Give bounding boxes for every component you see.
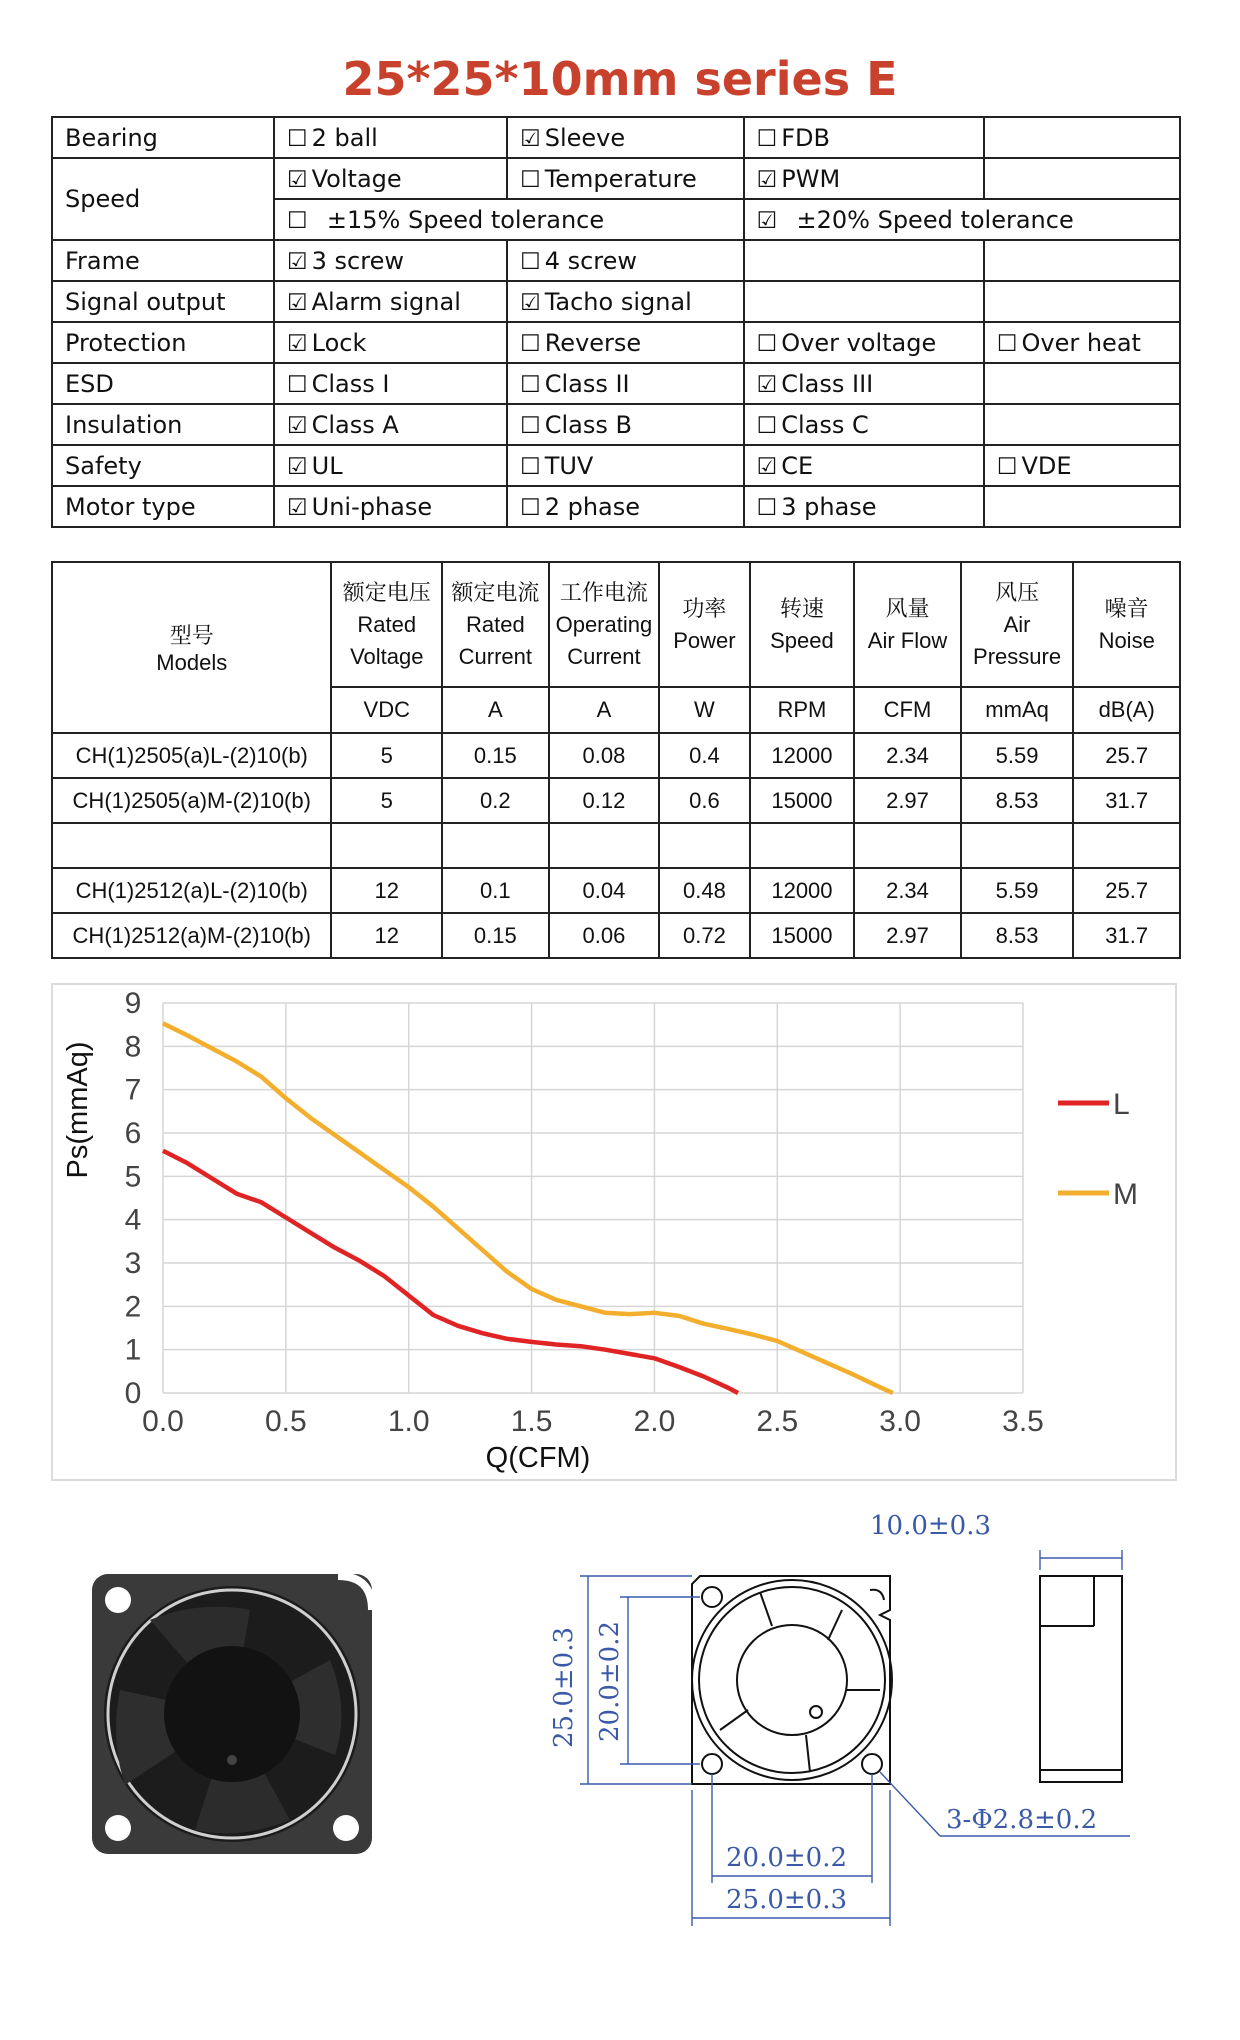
spec-option-label: Tacho signal bbox=[544, 287, 692, 316]
column-header-zh: 功率 bbox=[682, 595, 727, 621]
spec-option-label: Lock bbox=[311, 328, 367, 357]
dim-width-inner-label: 20.0±0.2 bbox=[726, 1843, 848, 1873]
front-hub-dot bbox=[810, 1706, 822, 1718]
value-cell: 2.97 bbox=[854, 913, 961, 958]
screw-hole-bl bbox=[105, 1815, 131, 1841]
front-hub bbox=[737, 1625, 847, 1735]
spec-cell bbox=[984, 445, 1180, 486]
spec-cell bbox=[744, 240, 984, 281]
value-cell: 0.2 bbox=[442, 778, 549, 823]
value-cell bbox=[961, 823, 1074, 868]
spec-option-label: 2 phase bbox=[544, 492, 641, 521]
spec-row bbox=[52, 240, 1180, 281]
value-cell: 2.34 bbox=[854, 733, 961, 778]
spec-cell bbox=[744, 486, 984, 527]
checkbox-checked-icon: ☑ bbox=[287, 330, 308, 357]
column-header-en: Noise bbox=[1098, 627, 1155, 653]
spec-row bbox=[52, 281, 1180, 322]
column-header-zh: 噪音 bbox=[1104, 595, 1149, 621]
spec-cell bbox=[274, 486, 507, 527]
checkbox-checked-icon: ☑ bbox=[287, 453, 308, 480]
model-name-cell: CH(1)2512(a)M-(2)10(b) bbox=[52, 913, 331, 958]
side-body bbox=[1040, 1576, 1122, 1782]
spec-cell bbox=[274, 199, 744, 240]
value-cell: 15000 bbox=[750, 913, 855, 958]
checkbox-checked-icon: ☑ bbox=[520, 289, 541, 316]
y-tick-label: 4 bbox=[124, 1203, 142, 1237]
screw-hole-tl bbox=[105, 1587, 131, 1613]
column-unit: dB(A) bbox=[1073, 687, 1180, 733]
value-cell bbox=[442, 823, 549, 868]
value-cell: 0.6 bbox=[659, 778, 749, 823]
spec-table bbox=[51, 116, 1181, 528]
spec-cell bbox=[984, 158, 1180, 199]
column-header-zh: 风压 bbox=[995, 579, 1040, 605]
value-cell: 0.12 bbox=[549, 778, 660, 823]
value-cell bbox=[750, 823, 855, 868]
page-title: 25*25*10mm series E bbox=[342, 52, 898, 106]
vane-1 bbox=[760, 1592, 772, 1626]
spec-option-label: Over heat bbox=[1021, 328, 1141, 357]
spec-label: Protection bbox=[52, 322, 274, 363]
x-axis-label: Q(CFM) bbox=[485, 1442, 591, 1474]
value-cell: 0.15 bbox=[442, 913, 549, 958]
value-cell: 12 bbox=[331, 868, 442, 913]
spec-label: Bearing bbox=[52, 117, 274, 158]
spec-option-label: Class C bbox=[781, 410, 869, 439]
front-fan-opening bbox=[692, 1580, 892, 1780]
value-cell: 8.53 bbox=[961, 778, 1074, 823]
column-header bbox=[854, 562, 961, 687]
spec-cell bbox=[507, 363, 744, 404]
legend-label-L: L bbox=[1113, 1088, 1130, 1121]
spec-option-label: Alarm signal bbox=[311, 287, 461, 316]
value-cell: 15000 bbox=[750, 778, 855, 823]
hole-br bbox=[862, 1754, 882, 1774]
spec-label: Frame bbox=[52, 240, 274, 281]
checkbox-empty-icon: ☐ bbox=[520, 248, 541, 275]
spec-cell bbox=[984, 322, 1180, 363]
column-header-zh: 工作电流 bbox=[559, 579, 648, 605]
column-header bbox=[750, 562, 855, 687]
spec-cell bbox=[984, 486, 1180, 527]
spec-cell bbox=[744, 281, 984, 322]
spec-row bbox=[52, 445, 1180, 486]
checkbox-checked-icon: ☑ bbox=[520, 125, 541, 152]
value-cell: 2.34 bbox=[854, 868, 961, 913]
spec-cell bbox=[984, 117, 1180, 158]
column-header-en: Speed bbox=[770, 627, 834, 653]
value-cell: 25.7 bbox=[1073, 733, 1180, 778]
model-name-cell: CH(1)2512(a)L-(2)10(b) bbox=[52, 868, 331, 913]
spec-label: Speed bbox=[52, 158, 274, 240]
column-header bbox=[1073, 562, 1180, 687]
spec-option-label: Voltage bbox=[311, 164, 402, 193]
checkbox-empty-icon: ☐ bbox=[520, 166, 541, 193]
table-row bbox=[52, 913, 1180, 958]
spec-option-label: FDB bbox=[781, 123, 830, 152]
hub-dot bbox=[227, 1755, 237, 1765]
y-tick-label: 5 bbox=[124, 1160, 142, 1194]
y-tick-label: 2 bbox=[124, 1290, 142, 1324]
spec-option-label: 3 phase bbox=[781, 492, 877, 521]
column-header-en: Current bbox=[567, 643, 641, 669]
checkbox-empty-icon: ☐ bbox=[520, 453, 541, 480]
model-name-cell: CH(1)2505(a)M-(2)10(b) bbox=[52, 778, 331, 823]
value-cell bbox=[331, 823, 442, 868]
fan-drawings bbox=[0, 1500, 1240, 1960]
value-cell: 5 bbox=[331, 778, 442, 823]
column-header bbox=[331, 562, 442, 687]
checkbox-checked-icon: ☑ bbox=[287, 289, 308, 316]
checkbox-empty-icon: ☐ bbox=[756, 412, 778, 439]
x-tick-label: 3.0 bbox=[879, 1405, 922, 1438]
checkbox-empty-icon: ☐ bbox=[756, 330, 778, 357]
y-tick-label: 9 bbox=[124, 987, 142, 1020]
spec-option-label: PWM bbox=[781, 164, 841, 193]
y-tick-label: 3 bbox=[124, 1247, 142, 1280]
column-header bbox=[549, 562, 660, 687]
y-tick-label: 7 bbox=[124, 1073, 142, 1107]
spec-option-label: 2 ball bbox=[311, 123, 378, 152]
vane-4 bbox=[806, 1735, 810, 1772]
chart-svg bbox=[53, 985, 1175, 1479]
spec-option-label: Class III bbox=[781, 369, 874, 398]
dim-height-outer-label: 25.0±0.3 bbox=[549, 1626, 579, 1748]
column-header-en: Operating bbox=[555, 611, 653, 637]
value-cell: 0.08 bbox=[549, 733, 660, 778]
dim-holes-leader bbox=[880, 1772, 940, 1836]
column-header-en: Pressure bbox=[973, 643, 1062, 669]
column-header bbox=[961, 562, 1074, 687]
value-cell: 25.7 bbox=[1073, 868, 1180, 913]
spec-option-label: CE bbox=[781, 451, 814, 480]
value-cell bbox=[854, 823, 961, 868]
dim-holes-label: 3-Φ2.8±0.2 bbox=[946, 1805, 1098, 1835]
checkbox-empty-icon: ☐ bbox=[996, 453, 1018, 480]
spec-option-label: Class B bbox=[544, 410, 632, 439]
screw-hole-br bbox=[333, 1815, 359, 1841]
front-fan-inner bbox=[699, 1587, 885, 1773]
spec-row bbox=[52, 363, 1180, 404]
spec-cell bbox=[507, 322, 744, 363]
dimension-lines bbox=[580, 1550, 1130, 1926]
spec-cell bbox=[507, 281, 744, 322]
spec-option-label: Class I bbox=[311, 369, 390, 398]
column-unit: RPM bbox=[750, 687, 855, 733]
checkbox-checked-icon: ☑ bbox=[756, 166, 778, 193]
x-tick-label: 2.0 bbox=[633, 1405, 676, 1438]
dimension-labels bbox=[549, 1511, 1097, 1915]
hole-bl bbox=[702, 1754, 722, 1774]
checkbox-empty-icon: ☐ bbox=[287, 371, 308, 398]
value-cell: 0.48 bbox=[659, 868, 749, 913]
column-header-en: Voltage bbox=[350, 643, 424, 669]
dim-width-outer-label: 25.0±0.3 bbox=[726, 1885, 848, 1915]
spec-cell bbox=[744, 404, 984, 445]
spec-label: Insulation bbox=[52, 404, 274, 445]
value-cell: 12000 bbox=[750, 868, 855, 913]
model-name-cell bbox=[52, 823, 331, 868]
value-cell: 5 bbox=[331, 733, 442, 778]
spec-row bbox=[52, 322, 1180, 363]
value-cell bbox=[549, 823, 660, 868]
spec-option-label: ±20% Speed tolerance bbox=[796, 205, 1074, 234]
y-tick-label: 6 bbox=[124, 1117, 142, 1150]
spec-cell bbox=[274, 240, 507, 281]
spec-label: Signal output bbox=[52, 281, 274, 322]
value-cell: 0.06 bbox=[549, 913, 660, 958]
models-header-en: Models bbox=[156, 650, 228, 675]
spec-option-label: Uni-phase bbox=[311, 492, 433, 521]
spec-cell bbox=[274, 117, 507, 158]
spec-cell bbox=[744, 199, 1180, 240]
table-row bbox=[52, 823, 1180, 868]
column-header bbox=[659, 562, 749, 687]
models-header-cell bbox=[52, 562, 331, 733]
spec-option-label: Temperature bbox=[544, 164, 697, 193]
spec-row bbox=[52, 486, 1180, 527]
value-cell: 0.72 bbox=[659, 913, 749, 958]
drawings-svg bbox=[0, 1500, 1240, 1960]
spec-cell bbox=[274, 322, 507, 363]
spec-cell bbox=[274, 281, 507, 322]
models-table bbox=[51, 561, 1181, 959]
value-cell: 5.59 bbox=[961, 733, 1074, 778]
spec-label: Safety bbox=[52, 445, 274, 486]
x-tick-label: 0.0 bbox=[142, 1405, 184, 1438]
column-header-zh: 转速 bbox=[779, 595, 824, 621]
spec-cell bbox=[984, 281, 1180, 322]
dim-height-inner-label: 20.0±0.2 bbox=[595, 1620, 625, 1742]
side-view-drawing bbox=[1040, 1576, 1122, 1782]
spec-option-label: Class II bbox=[544, 369, 630, 398]
value-cell: 0.15 bbox=[442, 733, 549, 778]
value-cell: 12000 bbox=[750, 733, 855, 778]
value-cell bbox=[1073, 823, 1180, 868]
column-header-en: Current bbox=[458, 643, 533, 669]
spec-option-label: Reverse bbox=[544, 328, 642, 357]
checkbox-empty-icon: ☐ bbox=[520, 371, 541, 398]
series-line-L bbox=[163, 1151, 738, 1393]
column-header-zh: 风量 bbox=[885, 595, 930, 621]
table-row bbox=[52, 778, 1180, 823]
spec-option-label: Sleeve bbox=[544, 123, 626, 152]
spec-option-label: UL bbox=[311, 451, 343, 480]
spec-cell bbox=[984, 240, 1180, 281]
table-row bbox=[52, 733, 1180, 778]
value-cell: 8.53 bbox=[961, 913, 1074, 958]
spec-label: Motor type bbox=[52, 486, 274, 527]
column-header-en: Air Flow bbox=[867, 627, 948, 653]
spec-option-label: 4 screw bbox=[544, 246, 638, 275]
checkbox-empty-icon: ☐ bbox=[756, 125, 778, 152]
spec-cell bbox=[274, 363, 507, 404]
column-header-zh: 额定电压 bbox=[342, 579, 431, 605]
column-unit: A bbox=[442, 687, 549, 733]
y-axis-label: Ps(mmAq) bbox=[62, 1041, 94, 1179]
value-cell: 12 bbox=[331, 913, 442, 958]
value-cell: 31.7 bbox=[1073, 778, 1180, 823]
checkbox-empty-icon: ☐ bbox=[996, 330, 1018, 357]
checkbox-checked-icon: ☑ bbox=[287, 412, 308, 439]
spec-cell bbox=[274, 445, 507, 486]
spec-option-label: Class A bbox=[311, 410, 399, 439]
spec-cell bbox=[507, 158, 744, 199]
column-header bbox=[442, 562, 549, 687]
spec-option-label: 3 screw bbox=[311, 246, 404, 275]
spec-cell bbox=[507, 486, 744, 527]
y-tick-label: 1 bbox=[124, 1333, 142, 1367]
spec-cell bbox=[984, 363, 1180, 404]
y-tick-label: 0 bbox=[124, 1377, 142, 1410]
checkbox-empty-icon: ☐ bbox=[287, 207, 308, 234]
models-header-zh: 型号 bbox=[169, 623, 214, 648]
spec-cell bbox=[744, 158, 984, 199]
value-cell: 0.4 bbox=[659, 733, 749, 778]
column-header-en: Rated bbox=[465, 611, 525, 637]
value-cell: 0.04 bbox=[549, 868, 660, 913]
vane-5 bbox=[720, 1710, 748, 1730]
checkbox-checked-icon: ☑ bbox=[287, 166, 308, 193]
y-tick-label: 8 bbox=[124, 1030, 142, 1064]
spec-cell bbox=[744, 322, 984, 363]
spec-row bbox=[52, 404, 1180, 445]
hole-tl bbox=[702, 1587, 722, 1607]
model-name-cell: CH(1)2505(a)L-(2)10(b) bbox=[52, 733, 331, 778]
value-cell: 31.7 bbox=[1073, 913, 1180, 958]
checkbox-empty-icon: ☐ bbox=[287, 125, 308, 152]
front-view-drawing bbox=[692, 1576, 892, 1784]
column-header-en: Power bbox=[673, 627, 736, 653]
checkbox-empty-icon: ☐ bbox=[520, 412, 541, 439]
spec-row bbox=[52, 158, 1180, 199]
spec-option-label: Over voltage bbox=[781, 328, 937, 357]
column-header-zh: 额定电流 bbox=[451, 579, 540, 605]
spec-row bbox=[52, 117, 1180, 158]
table-row bbox=[52, 868, 1180, 913]
checkbox-checked-icon: ☑ bbox=[287, 494, 308, 521]
x-tick-label: 0.5 bbox=[264, 1405, 307, 1438]
spec-cell bbox=[744, 445, 984, 486]
checkbox-checked-icon: ☑ bbox=[756, 207, 778, 234]
checkbox-checked-icon: ☑ bbox=[756, 453, 778, 480]
column-header-en: Rated bbox=[357, 611, 417, 637]
x-tick-label: 2.5 bbox=[756, 1405, 799, 1438]
spec-cell bbox=[274, 404, 507, 445]
dim-thickness-label: 10.0±0.3 bbox=[870, 1511, 992, 1541]
x-tick-label: 1.5 bbox=[510, 1405, 553, 1438]
x-tick-label: 3.5 bbox=[1002, 1405, 1044, 1438]
column-header-en: Air bbox=[1003, 611, 1031, 637]
column-unit: W bbox=[659, 687, 749, 733]
column-unit: VDC bbox=[331, 687, 442, 733]
fan-photo bbox=[92, 1574, 372, 1854]
value-cell: 2.97 bbox=[854, 778, 961, 823]
value-cell: 0.1 bbox=[442, 868, 549, 913]
legend-label-M: M bbox=[1113, 1178, 1138, 1211]
value-cell bbox=[659, 823, 749, 868]
spec-cell bbox=[744, 117, 984, 158]
spec-cell bbox=[507, 240, 744, 281]
column-unit: CFM bbox=[854, 687, 961, 733]
checkbox-empty-icon: ☐ bbox=[520, 330, 541, 357]
checkbox-empty-icon: ☐ bbox=[520, 494, 541, 521]
checkbox-checked-icon: ☑ bbox=[287, 248, 308, 275]
x-tick-label: 1.0 bbox=[387, 1405, 430, 1438]
spec-label: ESD bbox=[52, 363, 274, 404]
vane-2 bbox=[828, 1610, 842, 1640]
pq-curve-chart bbox=[51, 983, 1177, 1481]
spec-cell bbox=[274, 158, 507, 199]
spec-option-label: VDE bbox=[1021, 451, 1072, 480]
spec-option-label: TUV bbox=[544, 451, 594, 480]
checkbox-empty-icon: ☐ bbox=[756, 494, 778, 521]
spec-option-label: ±15% Speed tolerance bbox=[326, 205, 605, 234]
spec-cell bbox=[507, 404, 744, 445]
spec-cell bbox=[984, 404, 1180, 445]
spec-cell bbox=[507, 445, 744, 486]
spec-cell bbox=[744, 363, 984, 404]
column-unit: mmAq bbox=[961, 687, 1074, 733]
spec-cell bbox=[507, 117, 744, 158]
checkbox-checked-icon: ☑ bbox=[756, 371, 778, 398]
column-unit: A bbox=[549, 687, 660, 733]
front-notch bbox=[870, 1590, 884, 1600]
value-cell: 5.59 bbox=[961, 868, 1074, 913]
